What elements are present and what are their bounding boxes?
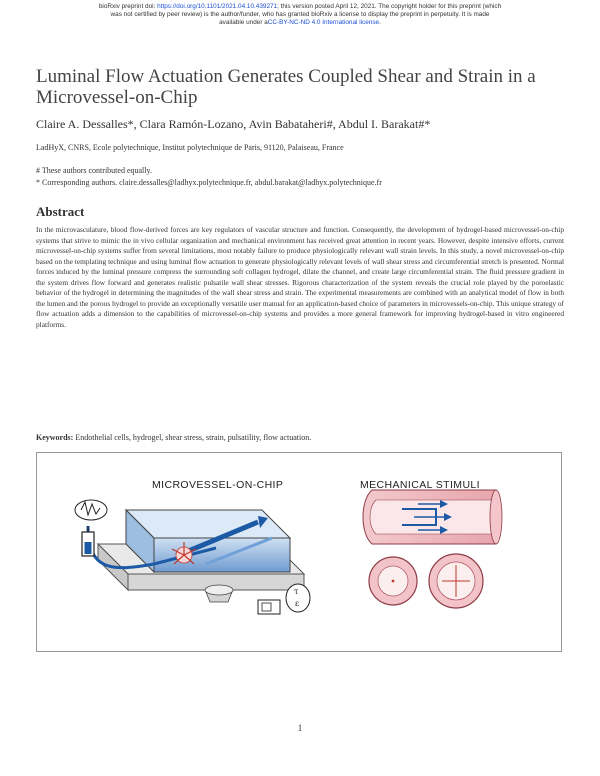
pressure-waveform-icon (75, 500, 107, 520)
strain-ring-left-icon (369, 557, 417, 605)
figure-illustration (36, 452, 562, 652)
doi-link[interactable]: https://doi.org/10.1101/2021.04.10.439271 (157, 3, 278, 10)
keywords-label: Keywords: (36, 433, 74, 442)
authors: Claire A. Dessalles*, Clara Ramón-Lozano, Avin Babataheri#, Abdul I. Barakat#* (36, 117, 431, 131)
abstract-heading: Abstract (36, 204, 85, 219)
keywords-text: Endothelial cells, hydrogel, shear stress, strain, pulsatility, flow actuation. (75, 433, 312, 442)
abstract-text: In the microvasculature, blood flow-derived forces are key regulators of vascular structure and function. Consequently, the development of hydrogel-based microvessel-on-chip systems that strive to mimic the in vivo cellular organization and mechanical environment has received great attention in recent years. However, despite intensive efforts, current microvessel-on-chip systems suffer from several limitations, most notably failure to produce physiologically relevant wall strain levels. In this study, a novel microvessel-on-chip based on the templating technique and using luminal flow actuation to generate physiologically relevant levels of wall shear stress and circumferential stretch is presented. Normal forces induced by the luminal pressure compress the surrounding soft collagen hydrogel, dilate the channel, and create large circumferential strain. The fluid pressure gradient in the system drives flow forward and generates realistic pulsatile wall shear stresses. Rigorous characterization of the system reveals the crucial role played by the poroelastic behavior of the hydrogel in determining the magnitudes of the wall shear stress and strain. The experimental measurements are combined with an analytical model of flow in both the lumen and the porous hydrogel to provide an exceptionally versatile user manual for an application-based choice of parameters in microvessels-on-chip. This unique strategy of flow actuation adds a dimension to the capabilities of microvessel-on-chip systems and provides a more general framework for improving hydrogel-based in vitro engineered platforms. (36, 225, 564, 329)
equal-contribution-note: # These authors contributed equally. (36, 166, 152, 175)
tau-symbol: τ (294, 587, 299, 596)
header-text: available under a (219, 19, 268, 26)
header-text: . (379, 19, 381, 26)
keywords (36, 433, 564, 442)
header-text: was not certified by peer review) is the author/funder, who has granted bioRxiv a license to display the preprint in perpetuity. It is made (110, 11, 490, 18)
camera-icon (258, 600, 280, 614)
corresponding-authors-note: * Corresponding authors. claire.dessalles@ladhyx.polytechnique.fr, abdul.barakat@ladhyx.polytechnique.fr (36, 178, 382, 187)
strain-ring-right-icon (429, 554, 483, 608)
header-text: ; this version posted April 12, 2021. The copyright holder for this preprint (which (277, 3, 502, 10)
epsilon-symbol: ε (295, 599, 300, 608)
biorxiv-header (40, 3, 560, 27)
header-text: bioRxiv preprint doi: (98, 3, 158, 10)
graphical-abstract-figure (36, 452, 562, 652)
figure-right-title: MECHANICAL STIMULI (360, 479, 480, 491)
affiliation: LadHyX, CNRS, Ecole polytechnique, Institut polytechnique de Paris, 91120, Palaiseau, France (36, 143, 344, 152)
microscope-objective-icon (205, 585, 233, 602)
page-number: 1 (297, 723, 303, 733)
vessel-shear-icon (363, 490, 502, 544)
paper-title: Luminal Flow Actuation Generates Coupled Shear and Strain in a Microvessel-on-Chip (36, 66, 536, 108)
figure-left-title: MICROVESSEL-ON-CHIP (152, 479, 284, 491)
license-link[interactable]: CC-BY-NC-ND 4.0 International license (267, 19, 380, 26)
